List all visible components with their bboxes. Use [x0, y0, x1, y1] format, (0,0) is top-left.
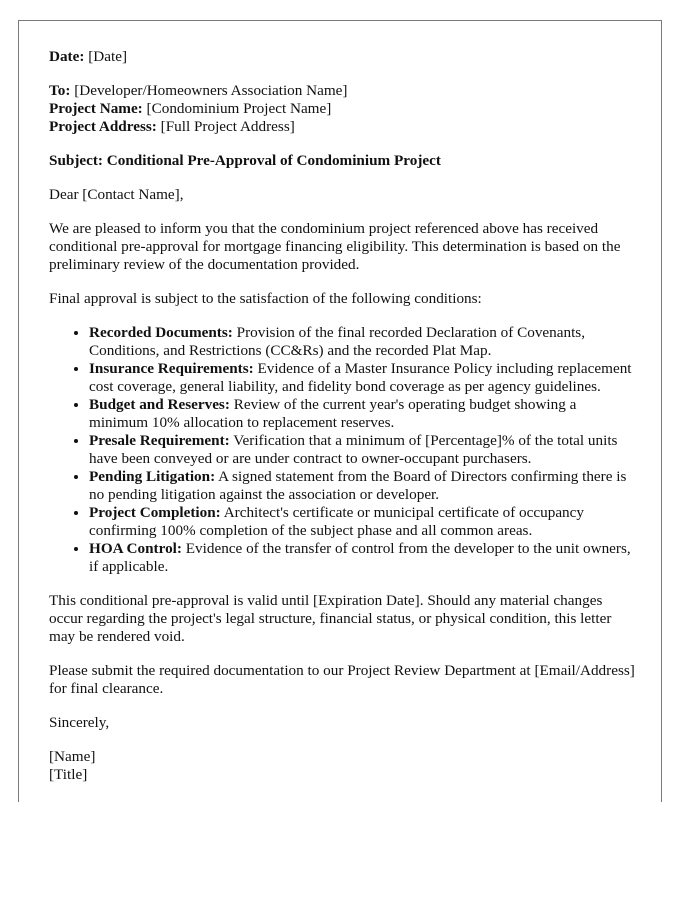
condition-item	[89, 396, 635, 432]
subject-line: Subject: Conditional Pre-Approval of Condominium Project	[49, 152, 441, 169]
condition-item	[89, 432, 635, 468]
project-address-label: Project Address:	[49, 118, 157, 135]
signer-title: [Title]	[49, 766, 88, 783]
spacer	[49, 274, 635, 290]
date-line	[49, 48, 635, 66]
condition-title: HOA Control:	[89, 540, 182, 557]
condition-title: Recorded Documents:	[89, 324, 233, 341]
condition-text: Evidence of the transfer of control from the developer to the unit owners, if applicable.	[89, 540, 631, 575]
project-address-line	[49, 118, 635, 136]
condition-text: A signed statement from the Board of Directors confirming there is no pending litigation against the association or developer.	[89, 468, 627, 503]
submission-paragraph: Please submit the required documentation to our Project Review Department at [Email/Address] for final clearance.	[49, 662, 635, 697]
date-label: Date:	[49, 48, 85, 65]
spacer	[49, 646, 635, 662]
project-name-value: [Condominium Project Name]	[146, 100, 332, 117]
spacer	[49, 732, 635, 748]
to-label: To:	[49, 82, 71, 99]
condition-title: Project Completion:	[89, 504, 221, 521]
condition-item	[89, 504, 635, 540]
condition-text: Architect's certificate or municipal certificate of occupancy confirming 100% completion of the subject phase and all common areas.	[89, 504, 584, 539]
condition-item	[89, 540, 635, 576]
condition-item	[89, 360, 635, 396]
conditions-list	[49, 324, 635, 576]
condition-text: Provision of the final recorded Declaration of Covenants, Conditions, and Restrictions (CC&Rs) and the recorded Plat Map.	[89, 324, 586, 359]
date-value: [Date]	[88, 48, 128, 65]
project-name-line	[49, 100, 635, 118]
to-value: [Developer/Homeowners Association Name]	[74, 82, 348, 99]
condition-title: Budget and Reserves:	[89, 396, 230, 413]
to-line	[49, 82, 635, 100]
signer-name: [Name]	[49, 748, 96, 765]
spacer	[49, 66, 635, 82]
condition-text: Evidence of a Master Insurance Policy including replacement cost coverage, general liability, and fidelity bond coverage as per agency guidelines.	[89, 360, 632, 395]
validity-paragraph: This conditional pre-approval is valid until [Expiration Date]. Should any material changes occur regarding the project's legal structure, financial status, or physical condition, this letter may be rendered void.	[49, 592, 612, 645]
condition-title: Presale Requirement:	[89, 432, 230, 449]
condition-item	[89, 468, 635, 504]
signoff: Sincerely,	[49, 714, 110, 731]
condition-item	[89, 324, 635, 360]
spacer	[49, 576, 635, 592]
spacer	[49, 170, 635, 186]
salutation: Dear [Contact Name],	[49, 186, 184, 203]
condition-title: Insurance Requirements:	[89, 360, 254, 377]
condition-title: Pending Litigation:	[89, 468, 216, 485]
spacer	[49, 698, 635, 714]
spacer	[49, 308, 635, 324]
letter-page	[18, 20, 662, 802]
spacer	[49, 204, 635, 220]
intro-paragraph: We are pleased to inform you that the condominium project referenced above has received conditional pre-approval for mortgage financing eligibility. This determination is based on the preliminary review of the documentation provided.	[49, 220, 621, 273]
condition-text: Verification that a minimum of [Percentage]% of the total units have been conveyed or are under contract to owner-occupant purchasers.	[89, 432, 618, 467]
spacer	[49, 136, 635, 152]
condition-text: Review of the current year's operating budget showing a minimum 10% allocation to replacement reserves.	[89, 396, 577, 431]
project-name-label: Project Name:	[49, 100, 143, 117]
project-address-value: [Full Project Address]	[160, 118, 295, 135]
conditions-intro: Final approval is subject to the satisfaction of the following conditions:	[49, 290, 482, 307]
